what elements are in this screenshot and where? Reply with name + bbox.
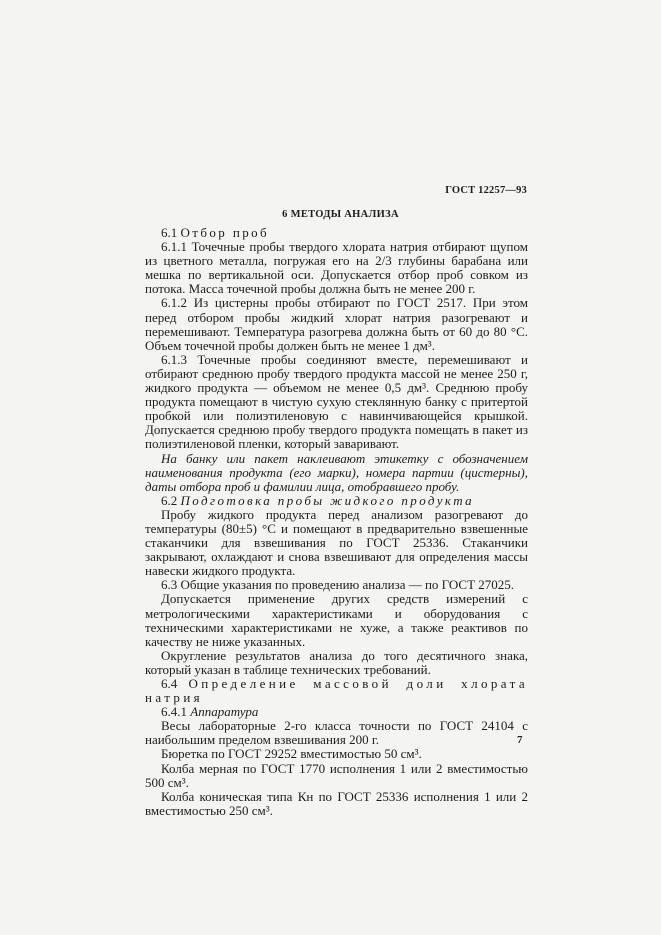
subsection-title: Определение массовой доли хлората натрия	[145, 676, 529, 706]
subsection-heading-6-4-1	[145, 705, 528, 719]
paragraph-6-1-2: 6.1.2 Из цистерны пробы отбирают по ГОСТ 2517. При этом перед отбором пробы жидкий хлорат натрия разогревают и перемешивают. Температура разогрева должна быть от 60 до 80 °С. Объем точечной пробы должен быть не менее 1 дм³.	[145, 295, 528, 353]
subsection-number: 6.4	[161, 676, 178, 691]
equipment-conical-flask: Колба коническая типа Кн по ГОСТ 25336 исполнения 1 или 2 вместимостью 250 см³.	[145, 788, 528, 818]
section-title: 6 МЕТОДЫ АНАЛИЗА	[282, 209, 399, 220]
paragraph-6-1-3-label: На банку или пакет наклеивают этикетку с обозначением наименования продукта (его марки), номера партии (цистерны), даты отбора проб и фамилии лица, отобравшего пробу.	[145, 450, 528, 494]
paragraph-6-1-1: 6.1.1 Точечные пробы твердого хлората натрия отбирают щупом из цветного металла, погружая его на 2/3 глубины барабана или мешка по вертикальной оси. Допускается отбор проб совком из потока. Масса точечной пробы должна быть не менее 200 г.	[145, 239, 528, 297]
equipment-burette: Бюретка по ГОСТ 29252 вместимостью 50 см³.	[161, 746, 422, 762]
paragraph-6-3: 6.3 Общие указания по проведению анализа — по ГОСТ 27025.	[161, 577, 515, 593]
subsection-heading-6-4	[145, 677, 528, 705]
subsection-number: 6.1	[161, 225, 178, 240]
paragraph-6-3-rounding: Округление результатов анализа до того десятичного знака, который указан в таблице технических требований.	[145, 647, 528, 677]
equipment-volumetric-flask: Колба мерная по ГОСТ 1770 исполнения 1 или 2 вместимостью 500 см³.	[145, 760, 528, 790]
document-body	[145, 226, 528, 818]
paragraph-6-1-3: 6.1.3 Точечные пробы соединяют вместе, перемешивают и отбирают среднюю пробу твердого продукта массой не менее 250 г, жидкого продукта — объемом не менее 0,5 дм³. Среднюю пробу продукта помещают в чистую сухую стеклянную банку с притертой пробкой или полиэтиленовую с навинчивающейся крышкой. Допускается среднюю пробу твердого продукта помещать в пакет из полиэтиленовой пленки, который заваривают.	[145, 351, 528, 452]
paragraph-6-3-other-means: Допускается применение других средств измерений с метрологическими характеристиками и оборудования с техническими характеристиками не хуже, а также реактивов по качеству не ниже указанных.	[145, 591, 528, 649]
paragraph-6-2: Пробу жидкого продукта перед анализом разогревают до температуры (80±5) °С и помещают в предварительно взвешенные стаканчики для взвешивания по ГОСТ 25336. Стаканчики закрывают, охлаждают и снова взвешивают для определения массы навески жидкого продукта.	[145, 506, 528, 579]
subsection-number: 6.2	[161, 492, 178, 508]
subsection-title: Отбор проб	[180, 225, 270, 240]
standard-header: ГОСТ 12257—93	[445, 185, 527, 196]
subsection-heading-6-2	[145, 494, 528, 508]
subsection-title: Подготовка пробы жидкого продукта	[180, 492, 475, 508]
equipment-scales: Весы лабораторные 2-го класса точности по ГОСТ 24104 с наибольшим пределом взвешивания 200 г.	[145, 718, 528, 748]
subsection-number: 6.4.1	[161, 704, 187, 720]
subsection-title: Аппаратура	[190, 704, 259, 720]
subsection-heading-6-1	[145, 226, 528, 240]
page-number: 7	[517, 734, 523, 746]
